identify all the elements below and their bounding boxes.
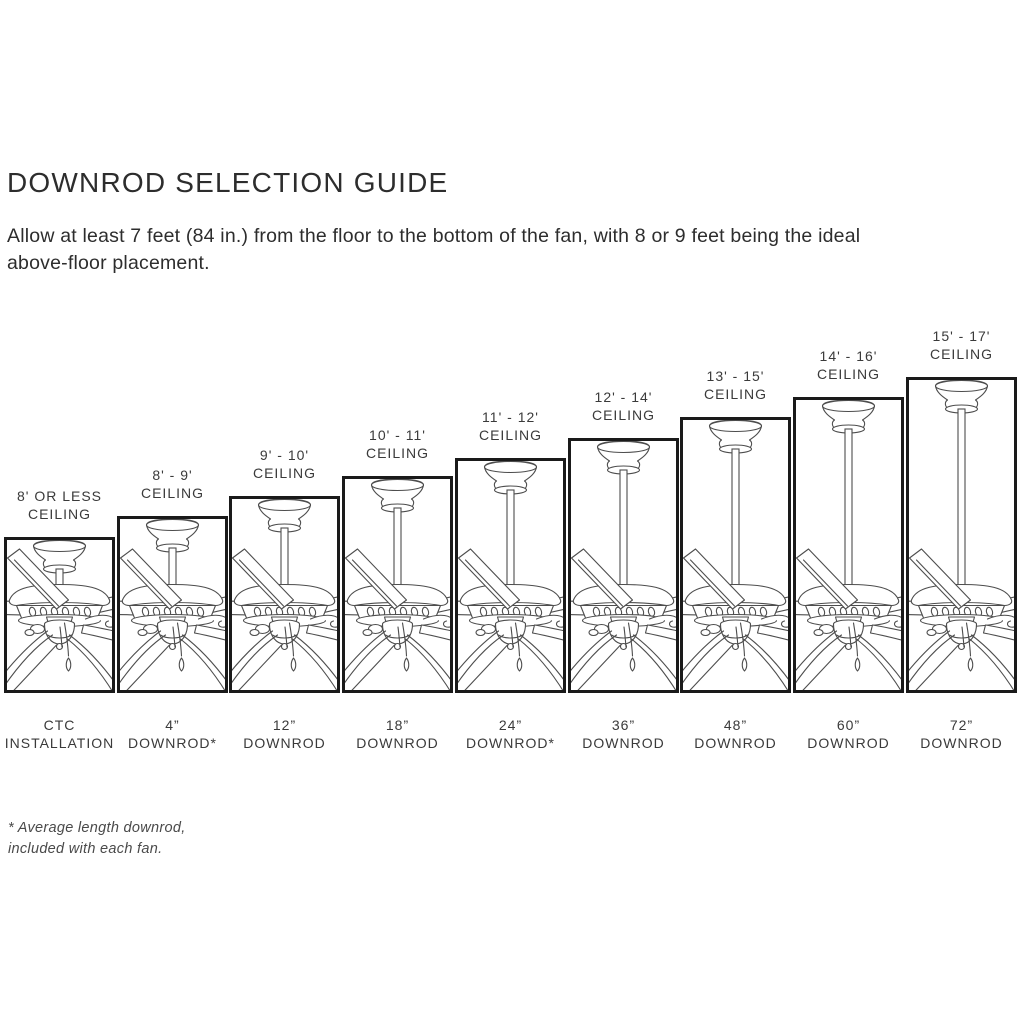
downrod-label-line-1: 36” <box>611 717 636 733</box>
ceiling-label-line-1: 14' - 16' <box>819 348 878 364</box>
ceiling-height-label <box>887 327 1024 363</box>
downrod-label-line-2: DOWNROD <box>356 735 439 751</box>
ceiling-label-line-2: CEILING <box>252 465 316 481</box>
downrod-label-line-2: DOWNROD <box>920 735 1003 751</box>
footnote-line-2: included with each fan. <box>8 841 163 857</box>
page-title: DOWNROD SELECTION GUIDE <box>7 167 449 198</box>
downrod-label-line-1: 60” <box>836 717 861 733</box>
downrod-label-line-2: DOWNROD* <box>128 735 217 751</box>
fan-illustration-box <box>229 496 340 693</box>
downrod-label-line-2: DOWNROD <box>243 735 326 751</box>
downrod-label-line-1: 48” <box>723 717 748 733</box>
downrod-label-line-1: 72” <box>949 717 974 733</box>
intro-line-1: Allow at least 7 feet (84 in.) from the floor to the bottom of the fan, with 8 or 9 feet being the ideal <box>7 225 861 247</box>
footnote-line-1: * Average length downrod, <box>8 820 186 836</box>
ceiling-label-line-1: 13' - 15' <box>706 368 765 384</box>
ceiling-label-line-1: 8' OR LESS <box>16 488 103 504</box>
downrod-length-label <box>882 716 1024 752</box>
intro-line-2: above-floor placement. <box>7 252 210 274</box>
fan-illustration-box <box>568 438 679 693</box>
ceiling-label-line-1: 11' - 12' <box>482 409 539 425</box>
ceiling-label-line-1: 12' - 14' <box>594 389 653 405</box>
fan-illustration-box <box>793 397 904 693</box>
downrod-label-line-1: 24” <box>498 717 523 733</box>
footnote <box>8 818 186 860</box>
downrod-label-line-2: DOWNROD <box>694 735 777 751</box>
ceiling-label-line-2: CEILING <box>703 386 767 402</box>
ceiling-label-line-2: CEILING <box>929 346 993 362</box>
fan-illustration-box <box>680 417 791 693</box>
ceiling-label-line-2: CEILING <box>478 427 542 443</box>
fan-illustration-box <box>117 516 228 693</box>
downrod-label-line-1: 4” <box>165 717 180 733</box>
ceiling-label-line-1: 10' - 11' <box>369 427 426 443</box>
downrod-label-line-2: DOWNROD* <box>466 735 555 751</box>
fan-illustration-box <box>342 476 453 693</box>
ceiling-label-line-1: 15' - 17' <box>932 328 991 344</box>
ceiling-label-line-2: CEILING <box>365 445 429 461</box>
downrod-label-line-1: 18” <box>385 717 410 733</box>
ceiling-label-line-2: CEILING <box>140 485 204 501</box>
fan-illustration-box <box>455 458 566 693</box>
ceiling-label-line-2: CEILING <box>591 407 655 423</box>
downrod-label-line-1: 12” <box>272 717 297 733</box>
downrod-label-line-2: DOWNROD <box>582 735 665 751</box>
ceiling-label-line-2: CEILING <box>816 366 880 382</box>
fan-illustration-box <box>906 377 1017 693</box>
ceiling-label-line-2: CEILING <box>27 506 91 522</box>
fan-illustration-box <box>4 537 115 693</box>
ceiling-label-line-1: 9' - 10' <box>259 447 310 463</box>
downrod-label-line-2: DOWNROD <box>807 735 890 751</box>
downrod-label-line-1: CTC <box>43 717 76 733</box>
downrod-label-line-2: INSTALLATION <box>4 735 115 751</box>
ceiling-label-line-1: 8' - 9' <box>152 467 193 483</box>
